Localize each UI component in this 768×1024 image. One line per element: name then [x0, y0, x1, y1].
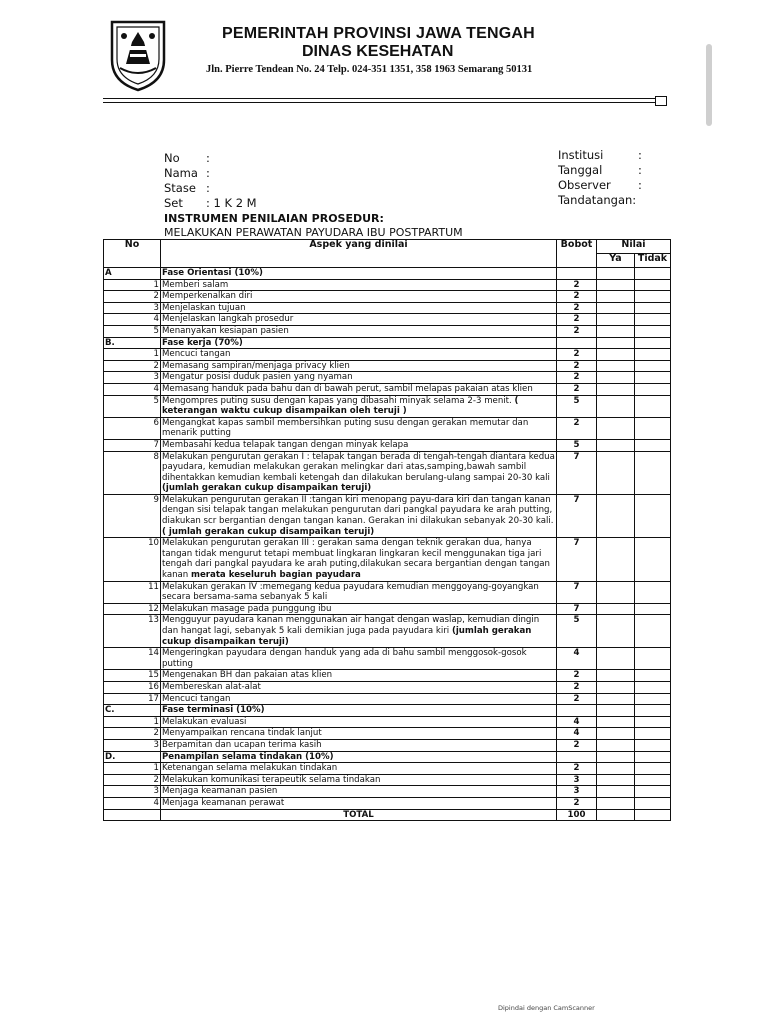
- score-ya-cell[interactable]: [597, 728, 635, 740]
- table-row: [104, 302, 671, 314]
- row-aspect: [161, 786, 557, 798]
- aspect-text: Memasang sampiran/menjaga privacy klien: [162, 360, 350, 371]
- table-row: [104, 763, 671, 775]
- score-ya-cell[interactable]: [597, 383, 635, 395]
- field-value: :: [638, 148, 642, 162]
- row-weight: 2: [557, 383, 597, 395]
- field-label: No: [164, 151, 180, 165]
- score-tidak-cell[interactable]: [635, 581, 671, 603]
- header-nilai: Nilai: [597, 240, 671, 254]
- table-row: [104, 439, 671, 451]
- instrument-title: INSTRUMEN PENILAIAN PROSEDUR:: [164, 212, 384, 225]
- score-tidak-cell[interactable]: [635, 279, 671, 291]
- row-number: 4: [104, 383, 161, 395]
- score-ya-cell: [597, 751, 635, 763]
- row-number: 2: [104, 291, 161, 303]
- row-number: 6: [104, 417, 161, 439]
- field-label: Nama: [164, 166, 198, 180]
- header-tidak: Tidak: [635, 254, 671, 268]
- table-row: [104, 494, 671, 537]
- field-stase: [164, 181, 257, 196]
- score-tidak-cell[interactable]: [635, 538, 671, 581]
- header-ya: Ya: [597, 254, 635, 268]
- table-row: [104, 797, 671, 809]
- score-ya-cell[interactable]: [597, 494, 635, 537]
- row-aspect: [161, 615, 557, 648]
- row-aspect: [161, 763, 557, 775]
- row-number: 1: [104, 349, 161, 361]
- row-aspect: [161, 797, 557, 809]
- table-row: [104, 581, 671, 603]
- row-aspect: [161, 538, 557, 581]
- row-number: 17: [104, 693, 161, 705]
- row-weight: 5: [557, 439, 597, 451]
- row-weight: 7: [557, 581, 597, 603]
- row-weight: [557, 337, 597, 349]
- score-ya-cell[interactable]: [597, 739, 635, 751]
- score-ya-cell[interactable]: [597, 417, 635, 439]
- table-row: [104, 648, 671, 670]
- table-row: [104, 739, 671, 751]
- score-tidak-cell[interactable]: [635, 786, 671, 798]
- row-number: 7: [104, 439, 161, 451]
- row-aspect: [161, 337, 557, 349]
- table-row: [104, 716, 671, 728]
- aspect-text: Ketenangan selama melakukan tindakan: [162, 763, 338, 774]
- field-value: :: [206, 151, 210, 165]
- row-number: 1: [104, 716, 161, 728]
- score-ya-cell: [597, 337, 635, 349]
- score-ya-cell[interactable]: [597, 786, 635, 798]
- score-tidak-cell[interactable]: [635, 693, 671, 705]
- aspect-text: Menyampaikan rencana tindak lanjut: [162, 728, 322, 739]
- letterhead-subtitle: DINAS KESEHATAN: [302, 43, 454, 60]
- row-weight: 3: [557, 774, 597, 786]
- letterhead-rule: [103, 98, 665, 99]
- aspect-text: Mengeringkan payudara dengan handuk yang ada di bahu sambil menggosok-gosok putting: [162, 648, 527, 669]
- table-row: [104, 325, 671, 337]
- row-aspect: [161, 395, 557, 417]
- field-observer: [558, 178, 642, 193]
- letterhead-title: PEMERINTAH PROVINSI JAWA TENGAH: [222, 25, 535, 42]
- score-tidak-cell[interactable]: [635, 291, 671, 303]
- score-tidak-cell[interactable]: [635, 603, 671, 615]
- row-weight: 2: [557, 417, 597, 439]
- row-aspect: [161, 751, 557, 763]
- table-row: [104, 314, 671, 326]
- table-header-row: [104, 240, 671, 254]
- province-emblem-logo: [106, 16, 170, 92]
- field-tandatangan: [558, 193, 642, 208]
- score-ya-cell[interactable]: [597, 581, 635, 603]
- field-no: [164, 151, 257, 166]
- row-weight: [557, 268, 597, 280]
- aspect-text: Menjaga keamanan pasien: [162, 786, 278, 797]
- row-weight: 2: [557, 763, 597, 775]
- score-tidak-cell: [635, 705, 671, 717]
- row-weight: 2: [557, 291, 597, 303]
- row-aspect: [161, 291, 557, 303]
- total-ya-cell[interactable]: [597, 809, 635, 821]
- aspect-text: Penampilan selama tindakan (10%): [162, 751, 334, 762]
- aspect-emphasis: ( jumlah gerakan cukup disampaikan teruji): [162, 526, 375, 537]
- row-number: 10: [104, 538, 161, 581]
- row-weight: 7: [557, 538, 597, 581]
- aspect-text: Menjelaskan tujuan: [162, 302, 246, 313]
- row-aspect: [161, 372, 557, 384]
- score-ya-cell[interactable]: [597, 291, 635, 303]
- table-row: [104, 615, 671, 648]
- aspect-text: Melakukan pengurutan gerakan I : telapak tangan berada di tengah-tengah diantara kedua payudara, kemudian melakukan gerakan melingkar dari atas,samping,bawah sambil dihentakkan kemudian kembali ketengah dan dilakukan berulang-ulang sampai 20-30 kali: [162, 451, 555, 483]
- score-tidak-cell[interactable]: [635, 648, 671, 670]
- score-ya-cell[interactable]: [597, 797, 635, 809]
- row-weight: 4: [557, 648, 597, 670]
- score-ya-cell[interactable]: [597, 670, 635, 682]
- aspect-text: Mengenakan BH dan pakaian atas klien: [162, 670, 333, 681]
- row-number: 4: [104, 797, 161, 809]
- score-tidak-cell[interactable]: [635, 728, 671, 740]
- row-weight: 2: [557, 797, 597, 809]
- table-row: [104, 603, 671, 615]
- aspect-text: Fase terminasi (10%): [162, 705, 265, 716]
- aspect-text: Mencuci tangan: [162, 693, 231, 704]
- aspect-text: Mengguyur payudara kanan menggunakan air hangat dengan waslap, kemudian dingin dan hangat lagi, sebanyak 5 kali demikian juga pada payudara kiri: [162, 615, 540, 636]
- aspect-text: Melakukan pengurutan gerakan II :tangan kiri menopang payu-dara kiri dan tangan kanan dengan sisi telapak tangan melakukan pengurutan dari pangkal payudara ke arah putting, diakukan scr bergantian dengan tangan kanan. Gerakan ini dilakukan sebanyak 20-30 kali.: [162, 494, 554, 527]
- field-nama: [164, 166, 257, 181]
- aspect-text: Berpamitan dan ucapan terima kasih: [162, 739, 322, 750]
- row-number: C.: [104, 705, 161, 717]
- aspect-text: Memperkenalkan diri: [162, 291, 253, 302]
- row-number: 5: [104, 325, 161, 337]
- score-ya-cell[interactable]: [597, 693, 635, 705]
- table-row: [104, 349, 671, 361]
- score-ya-cell[interactable]: [597, 648, 635, 670]
- scanner-watermark: Dipindai dengan CamScanner: [498, 1004, 595, 1012]
- score-ya-cell[interactable]: [597, 538, 635, 581]
- row-weight: 4: [557, 728, 597, 740]
- row-number: 15: [104, 670, 161, 682]
- row-weight: 7: [557, 451, 597, 494]
- row-weight: 2: [557, 693, 597, 705]
- row-weight: 2: [557, 279, 597, 291]
- score-tidak-cell[interactable]: [635, 360, 671, 372]
- row-weight: 7: [557, 494, 597, 537]
- aspect-text: Mengangkat kapas sambil membersihkan puting susu dengan gerakan memutar dan menarik putting: [162, 417, 529, 439]
- score-ya-cell[interactable]: [597, 349, 635, 361]
- row-aspect: [161, 349, 557, 361]
- row-weight: 2: [557, 372, 597, 384]
- aspect-emphasis: ( keterangan waktu cukup disampaikan oleh teruji ): [162, 395, 519, 417]
- score-tidak-cell[interactable]: [635, 325, 671, 337]
- total-weight: 100: [557, 809, 597, 821]
- row-weight: 4: [557, 716, 597, 728]
- aspect-text: Melakukan masage pada punggung ibu: [162, 603, 332, 614]
- score-tidak-cell[interactable]: [635, 494, 671, 537]
- row-number: 1: [104, 763, 161, 775]
- table-row: [104, 417, 671, 439]
- score-ya-cell[interactable]: [597, 372, 635, 384]
- row-number: 2: [104, 728, 161, 740]
- field-institusi: [558, 148, 642, 163]
- score-ya-cell[interactable]: [597, 716, 635, 728]
- row-aspect: [161, 279, 557, 291]
- aspect-text: Melakukan komunikasi terapeutik selama tindakan: [162, 774, 381, 785]
- score-tidak-cell[interactable]: [635, 302, 671, 314]
- score-ya-cell[interactable]: [597, 439, 635, 451]
- row-weight: [557, 751, 597, 763]
- aspect-text: Mengompres puting susu dengan kapas yang dibasahi minyak selama 2-3 menit.: [162, 395, 512, 406]
- row-aspect: [161, 693, 557, 705]
- score-tidak-cell[interactable]: [635, 774, 671, 786]
- score-tidak-cell[interactable]: [635, 383, 671, 395]
- row-number: 5: [104, 395, 161, 417]
- table-row: [104, 786, 671, 798]
- row-aspect: [161, 268, 557, 280]
- row-aspect: [161, 417, 557, 439]
- score-ya-cell[interactable]: [597, 763, 635, 775]
- score-tidak-cell[interactable]: [635, 739, 671, 751]
- table-row: [104, 360, 671, 372]
- row-number: 3: [104, 372, 161, 384]
- field-value: : 1 K 2 M: [206, 196, 257, 210]
- section-row: [104, 751, 671, 763]
- row-weight: 2: [557, 681, 597, 693]
- row-number: D.: [104, 751, 161, 763]
- field-set: [164, 196, 257, 211]
- row-weight: 3: [557, 786, 597, 798]
- score-ya-cell: [597, 268, 635, 280]
- row-number: 3: [104, 302, 161, 314]
- scrollbar-thumb[interactable]: [706, 44, 712, 126]
- score-tidak-cell[interactable]: [635, 417, 671, 439]
- total-spacer: [104, 809, 161, 821]
- aspect-text: Fase Orientasi (10%): [162, 268, 263, 278]
- row-number: 11: [104, 581, 161, 603]
- score-tidak-cell[interactable]: [635, 716, 671, 728]
- score-tidak-cell: [635, 751, 671, 763]
- row-number: 8: [104, 451, 161, 494]
- total-label: TOTAL: [161, 809, 557, 821]
- row-number: A: [104, 268, 161, 280]
- score-ya-cell[interactable]: [597, 360, 635, 372]
- field-label: Tanggal: [558, 163, 603, 177]
- aspect-emphasis: merata keseluruh bagian payudara: [191, 570, 361, 581]
- row-aspect: [161, 728, 557, 740]
- aspect-text: Melakukan pengurutan gerakan III : gerakan sama dengan teknik gerakan dua, hanya tangan tidak mengurut tetapi membuat lingkaran lingkaran kecil menggunakan tiga jari tengah dari pangkal payudara ke arah puting,dilakukan secara bergantian dengan tangan kanan: [162, 538, 550, 581]
- row-number: 2: [104, 774, 161, 786]
- row-weight: 2: [557, 360, 597, 372]
- score-tidak-cell[interactable]: [635, 763, 671, 775]
- score-tidak-cell: [635, 268, 671, 280]
- score-ya-cell[interactable]: [597, 681, 635, 693]
- row-number: 13: [104, 615, 161, 648]
- row-number: 4: [104, 314, 161, 326]
- score-ya-cell[interactable]: [597, 395, 635, 417]
- score-tidak-cell[interactable]: [635, 670, 671, 682]
- row-aspect: [161, 383, 557, 395]
- row-aspect: [161, 716, 557, 728]
- row-weight: [557, 705, 597, 717]
- aspect-text: Membasahi kedua telapak tangan dengan minyak kelapa: [162, 439, 409, 450]
- field-label: Institusi: [558, 148, 604, 162]
- row-number: 3: [104, 739, 161, 751]
- assessment-table: [103, 239, 671, 821]
- row-number: 12: [104, 603, 161, 615]
- field-value: :: [638, 163, 642, 177]
- row-aspect: [161, 325, 557, 337]
- row-aspect: [161, 774, 557, 786]
- total-row: [104, 809, 671, 821]
- aspect-text: Menjaga keamanan perawat: [162, 797, 285, 808]
- score-ya-cell[interactable]: [597, 615, 635, 648]
- row-aspect: [161, 581, 557, 603]
- aspect-text: Menjelaskan langkah prosedur: [162, 314, 294, 325]
- aspect-text: Memasang handuk pada bahu dan di bawah perut, sambil melapas pakaian atas klien: [162, 383, 533, 394]
- row-aspect: [161, 360, 557, 372]
- score-tidak-cell[interactable]: [635, 314, 671, 326]
- letterhead-address: Jln. Pierre Tendean No. 24 Telp. 024-351 1351, 358 1963 Semarang 50131: [206, 64, 533, 75]
- aspect-text: Fase kerja (70%): [162, 337, 243, 348]
- row-number: 14: [104, 648, 161, 670]
- row-number: 1: [104, 279, 161, 291]
- score-tidak-cell[interactable]: [635, 681, 671, 693]
- row-weight: 2: [557, 670, 597, 682]
- score-tidak-cell[interactable]: [635, 439, 671, 451]
- field-value: :: [206, 181, 210, 195]
- score-tidak-cell[interactable]: [635, 615, 671, 648]
- table-row: [104, 728, 671, 740]
- field-label: Tandatangan: [558, 193, 633, 207]
- row-aspect: [161, 439, 557, 451]
- table-row: [104, 291, 671, 303]
- table-row: [104, 774, 671, 786]
- field-tanggal: [558, 163, 642, 178]
- row-aspect: [161, 648, 557, 670]
- section-row: [104, 705, 671, 717]
- row-weight: 2: [557, 302, 597, 314]
- field-label: Set: [164, 196, 183, 210]
- score-tidak-cell[interactable]: [635, 395, 671, 417]
- section-row: [104, 268, 671, 280]
- row-number: 9: [104, 494, 161, 537]
- aspect-emphasis: (jumlah gerakan cukup disampaikan teruji): [162, 626, 532, 647]
- row-aspect: [161, 739, 557, 751]
- table-row: [104, 279, 671, 291]
- score-ya-cell: [597, 705, 635, 717]
- score-ya-cell[interactable]: [597, 314, 635, 326]
- assessment-fields: [558, 148, 642, 208]
- table-row: [104, 693, 671, 705]
- identity-fields: [164, 151, 257, 211]
- row-weight: 5: [557, 615, 597, 648]
- row-number: 3: [104, 786, 161, 798]
- score-ya-cell[interactable]: [597, 774, 635, 786]
- field-value: :: [638, 178, 642, 192]
- aspect-emphasis: (jumlah gerakan cukup disampaikan teruji): [162, 483, 372, 494]
- section-row: [104, 337, 671, 349]
- row-weight: 2: [557, 739, 597, 751]
- score-tidak-cell[interactable]: [635, 797, 671, 809]
- row-aspect: [161, 451, 557, 494]
- row-weight: 5: [557, 395, 597, 417]
- aspect-text: Mengatur posisi duduk pasien yang nyaman: [162, 372, 353, 383]
- letterhead-rule-mark: [655, 96, 667, 106]
- instrument-subtitle: MELAKUKAN PERAWATAN PAYUDARA IBU POSTPARTUM: [164, 226, 463, 239]
- row-aspect: [161, 681, 557, 693]
- header-aspek: Aspek yang dinilai: [161, 240, 557, 268]
- row-aspect: [161, 603, 557, 615]
- table-row: [104, 451, 671, 494]
- field-label: Stase: [164, 181, 196, 195]
- row-number: B.: [104, 337, 161, 349]
- row-aspect: [161, 705, 557, 717]
- table-row: [104, 538, 671, 581]
- aspect-text: Memberi salam: [162, 279, 229, 290]
- row-aspect: [161, 314, 557, 326]
- score-tidak-cell[interactable]: [635, 349, 671, 361]
- score-ya-cell[interactable]: [597, 302, 635, 314]
- table-row: [104, 670, 671, 682]
- score-tidak-cell[interactable]: [635, 451, 671, 494]
- field-value: :: [206, 166, 210, 180]
- row-weight: 2: [557, 349, 597, 361]
- field-label: Observer: [558, 178, 611, 192]
- header-bobot: Bobot: [557, 240, 597, 268]
- row-aspect: [161, 670, 557, 682]
- row-weight: 7: [557, 603, 597, 615]
- table-row: [104, 383, 671, 395]
- score-ya-cell[interactable]: [597, 451, 635, 494]
- row-weight: 2: [557, 325, 597, 337]
- aspect-text: Melakukan gerakan IV :memegang kedua payudara kemudian menggoyang-goyangkan secara bersama-sama sebanyak 5 kali: [162, 581, 539, 603]
- row-weight: 2: [557, 314, 597, 326]
- aspect-text: Membereskan alat-alat: [162, 681, 261, 692]
- score-tidak-cell[interactable]: [635, 372, 671, 384]
- row-number: 16: [104, 681, 161, 693]
- score-ya-cell[interactable]: [597, 603, 635, 615]
- table-row: [104, 681, 671, 693]
- aspect-text: Menanyakan kesiapan pasien: [162, 325, 289, 336]
- field-value: :: [632, 193, 637, 207]
- aspect-text: Mencuci tangan: [162, 349, 231, 360]
- score-tidak-cell: [635, 337, 671, 349]
- total-tidak-cell[interactable]: [635, 809, 671, 821]
- score-ya-cell[interactable]: [597, 325, 635, 337]
- score-ya-cell[interactable]: [597, 279, 635, 291]
- table-row: [104, 372, 671, 384]
- row-aspect: [161, 494, 557, 537]
- aspect-text: Melakukan evaluasi: [162, 716, 247, 727]
- letterhead-rule-double: [103, 102, 665, 103]
- row-aspect: [161, 302, 557, 314]
- table-row: [104, 395, 671, 417]
- header-no: No: [104, 240, 161, 268]
- row-number: 2: [104, 360, 161, 372]
